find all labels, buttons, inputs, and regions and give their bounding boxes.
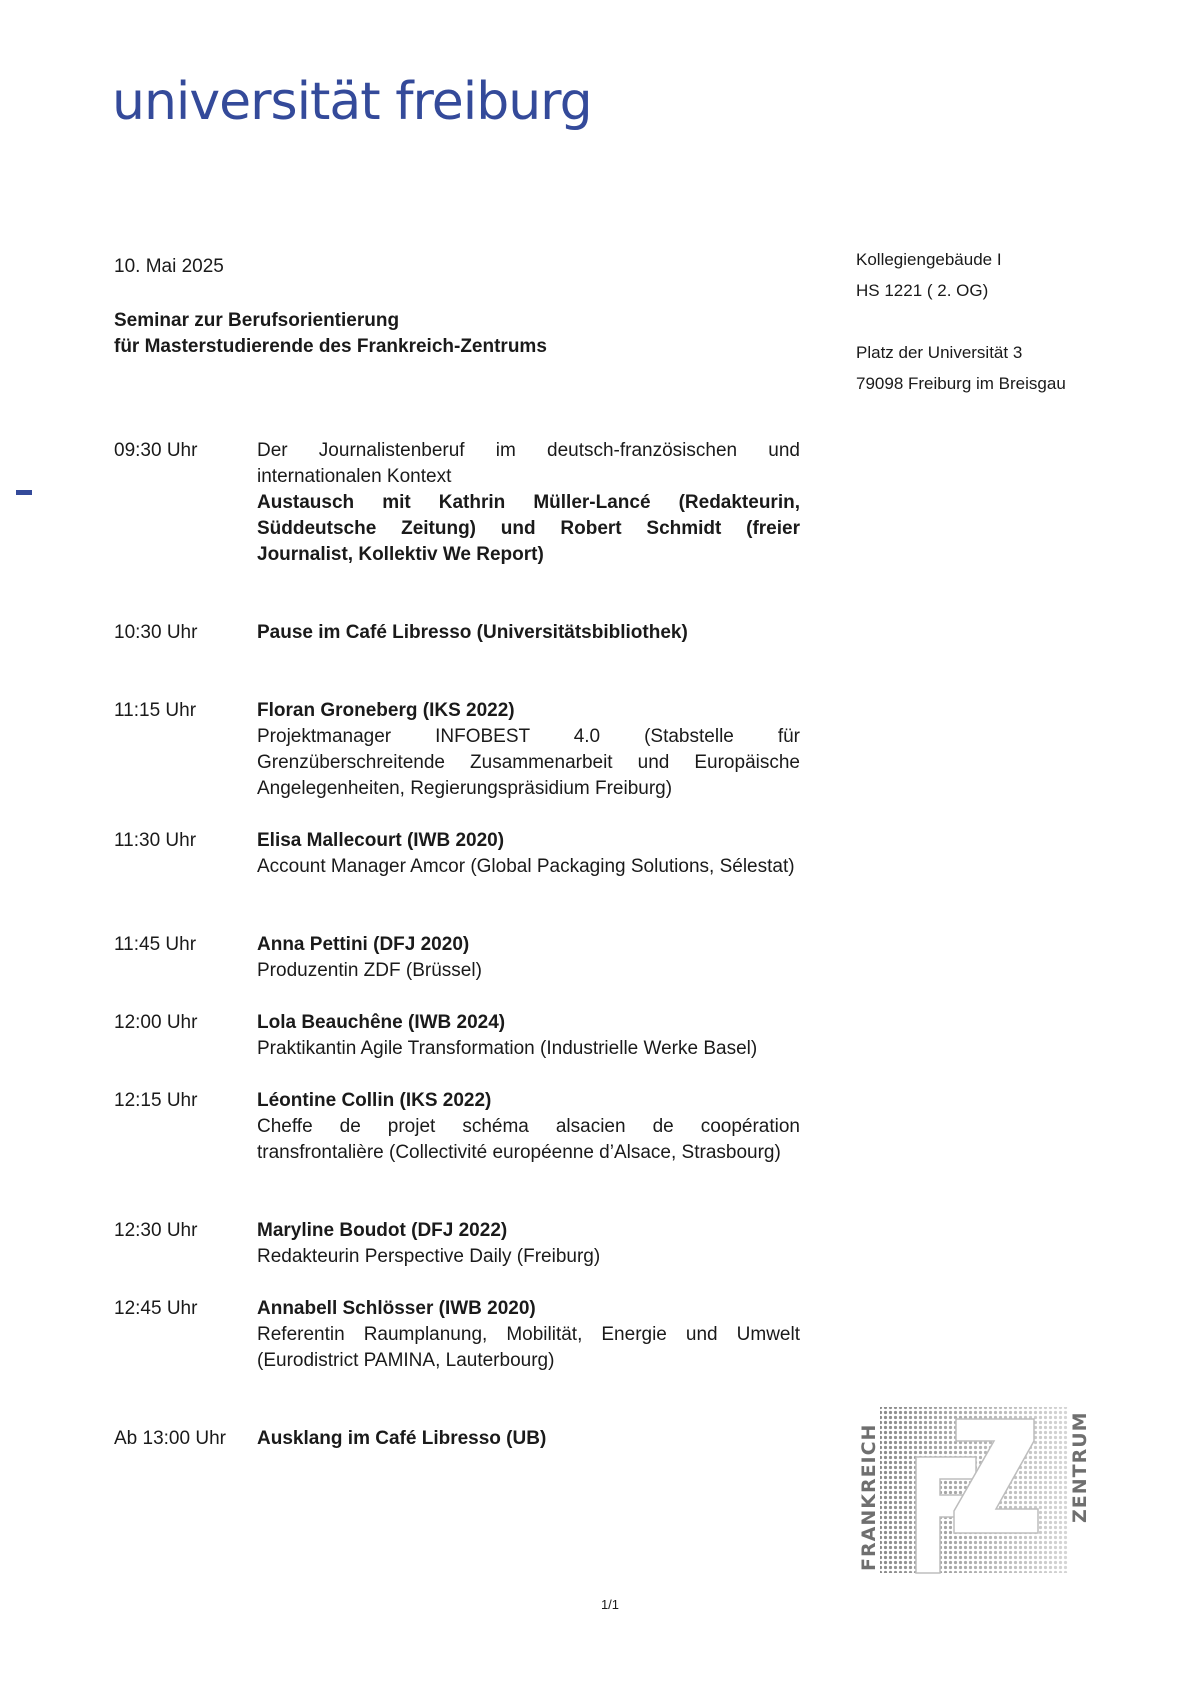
schedule-content	[257, 828, 800, 880]
event-date: 10. Mai 2025	[114, 256, 224, 277]
schedule-content	[257, 1296, 800, 1374]
schedule-name: Floran Groneberg (IKS 2022)	[257, 700, 515, 721]
schedule-time: 12:00 Uhr	[114, 1012, 198, 1033]
schedule-content	[257, 1218, 800, 1270]
schedule-name: Ausklang im Café Libresso (UB)	[257, 1428, 547, 1449]
schedule-topic: Der Journalistenberuf im deutsch-französischen und internationalen Kontext	[257, 440, 800, 487]
fz-text-right: ZENTRUM	[1069, 1411, 1091, 1523]
schedule-time: 12:15 Uhr	[114, 1090, 198, 1111]
schedule-time: 12:30 Uhr	[114, 1220, 198, 1241]
schedule-role: Account Manager Amcor (Global Packaging Solutions, Sélestat)	[257, 856, 795, 877]
schedule-name: Elisa Mallecourt (IWB 2020)	[257, 830, 505, 851]
schedule-content	[257, 1426, 800, 1452]
schedule-content	[257, 932, 800, 984]
location-street: Platz der Universität 3	[856, 343, 1023, 362]
schedule-content	[257, 438, 800, 568]
schedule-name: Pause im Café Libresso (Universitätsbibliothek)	[257, 622, 688, 643]
schedule-role: Projektmanager INFOBEST 4.0 (Stabstelle für Grenzüberschreitende Zusammenarbeit und Europäische Angelegenheiten, Regierungspräsidium Freiburg)	[257, 726, 800, 799]
location-block	[856, 244, 1066, 399]
schedule-time: 09:30 Uhr	[114, 440, 198, 461]
schedule-content	[257, 1010, 800, 1062]
schedule-content	[257, 620, 800, 646]
schedule-name: Anna Pettini (DFJ 2020)	[257, 934, 470, 955]
schedule-time: 11:45 Uhr	[114, 934, 197, 955]
schedule-name: Maryline Boudot (DFJ 2022)	[257, 1220, 508, 1241]
schedule-name: Lola Beauchêne (IWB 2024)	[257, 1012, 506, 1033]
schedule-time: Ab 13:00 Uhr	[114, 1428, 226, 1449]
location-city: 79098 Freiburg im Breisgau	[856, 374, 1066, 393]
schedule-speakers: Austausch mit Kathrin Müller-Lancé (Redakteurin, Süddeutsche Zeitung) und Robert Schmidt (freier Journalist, Kollektiv We Report)	[257, 492, 800, 565]
schedule-time: 10:30 Uhr	[114, 622, 198, 643]
location-room: HS 1221 ( 2. OG)	[856, 281, 989, 300]
schedule-role: Cheffe de projet schéma alsacien de coopération transfrontalière (Collectivité européenne d’Alsace, Strasbourg)	[257, 1116, 800, 1163]
schedule-role: Redakteurin Perspective Daily (Freiburg)	[257, 1246, 601, 1267]
schedule-name: Léontine Collin (IKS 2022)	[257, 1090, 492, 1111]
schedule-role: Referentin Raumplanung, Mobilität, Energie und Umwelt (Eurodistrict PAMINA, Lauterbourg)	[257, 1324, 800, 1371]
location-building: Kollegiengebäude I	[856, 250, 1002, 269]
schedule-time: 11:15 Uhr	[114, 700, 197, 721]
frankreich-zentrum-logo	[858, 1405, 1091, 1575]
event-title-line-1: Seminar zur Berufsorientierung	[114, 310, 400, 331]
fold-mark	[16, 490, 32, 495]
event-title-line-2: für Masterstudierende des Frankreich-Zentrums	[114, 336, 547, 357]
university-logo: universität freiburg	[112, 72, 592, 132]
schedule-name: Annabell Schlösser (IWB 2020)	[257, 1298, 536, 1319]
schedule-role: Praktikantin Agile Transformation (Industrielle Werke Basel)	[257, 1038, 758, 1059]
schedule-time: 11:30 Uhr	[114, 830, 197, 851]
schedule-time: 12:45 Uhr	[114, 1298, 198, 1319]
schedule-role: Produzentin ZDF (Brüssel)	[257, 960, 482, 981]
fz-text-left: FRANKREICH	[858, 1423, 880, 1571]
page-number: 1/1	[600, 1597, 620, 1612]
schedule-content	[257, 698, 800, 802]
schedule-content	[257, 1088, 800, 1166]
event-title	[114, 308, 547, 360]
